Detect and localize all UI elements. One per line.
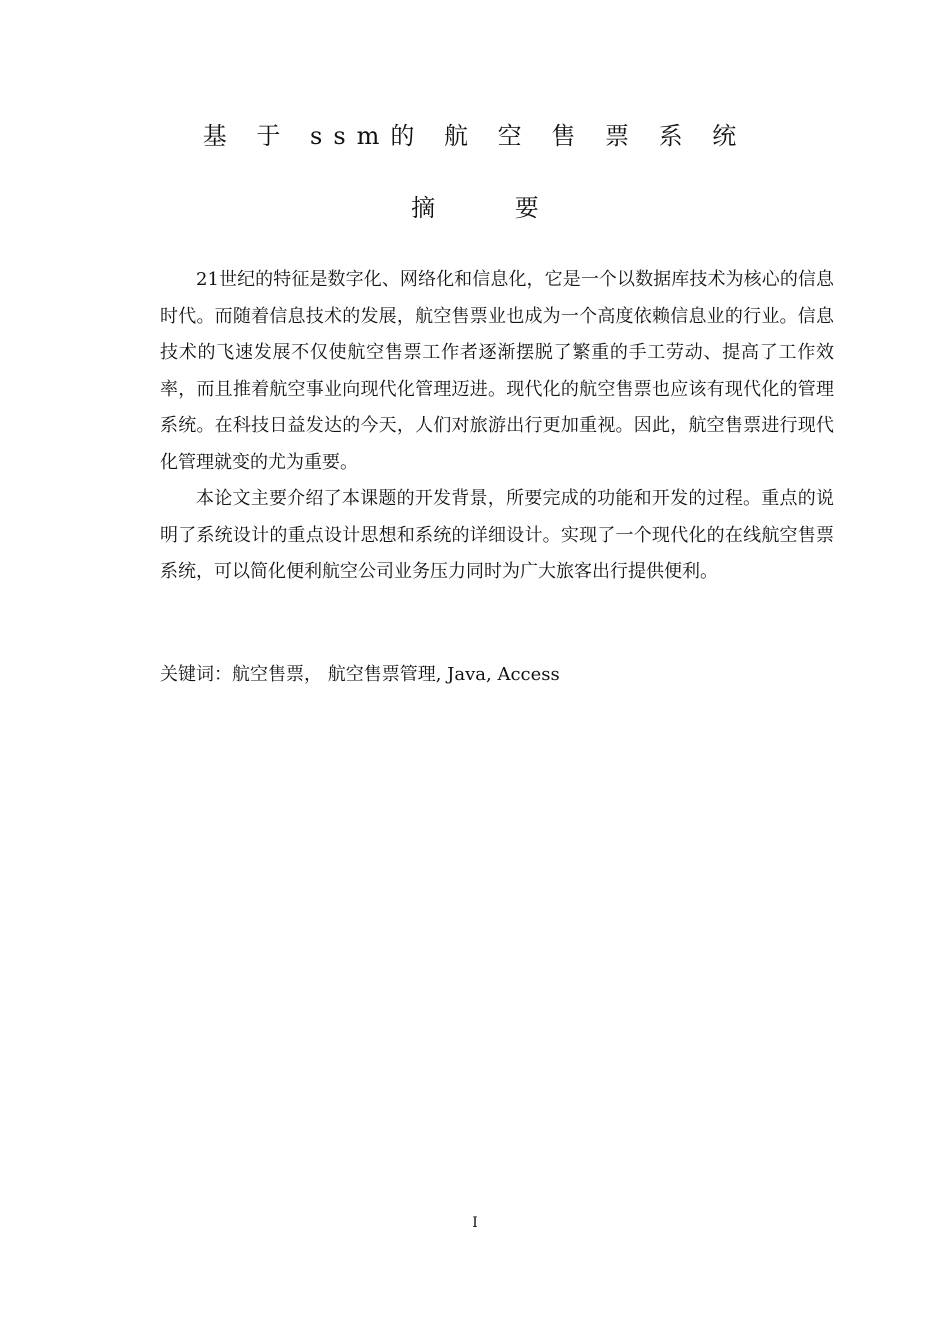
- abstract-body: [160, 262, 834, 591]
- abstract-heading: 摘 要: [411, 194, 575, 222]
- keywords-text: 航空售票， 航空售票管理, Java, Access: [232, 664, 560, 685]
- keywords-line: [160, 661, 834, 689]
- abstract-paragraph-1: 21世纪的特征是数字化、网络化和信息化，它是一个以数据库技术为核心的信息时代。而随着信息技术的发展，航空售票业也成为一个高度依赖信息业的行业。信息技术的飞速发展不仅使航空售票工作者逐渐摆脱了繁重的手工劳动、提高了工作效率，而且推着航空事业向现代化管理迈进。现代化的航空售票也应该有现代化的管理系统。在科技日益发达的今天，人们对旅游出行更加重视。因此，航空售票进行现代化管理就变的尤为重要。: [160, 269, 834, 473]
- page-title: 基 于 ssm的 航 空 售 票 系 统: [202, 122, 748, 150]
- abstract-paragraph-2: 本论文主要介绍了本课题的开发背景，所要完成的功能和开发的过程。重点的说明了系统设计的重点设计思想和系统的详细设计。实现了一个现代化的在线航空售票系统，可以简化便利航空公司业务压力同时为广大旅客出行提供便利。: [160, 488, 834, 582]
- keywords-label: 关键词：: [160, 664, 232, 685]
- page-number: I: [472, 1215, 478, 1231]
